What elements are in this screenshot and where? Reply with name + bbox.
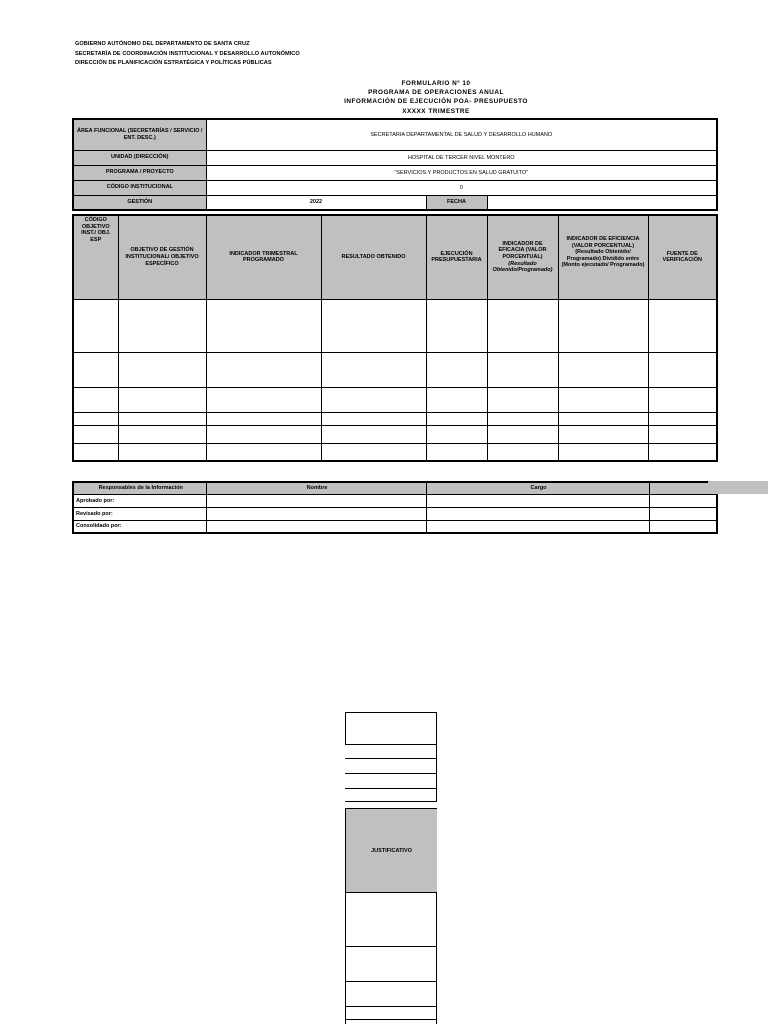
table-cell[interactable] [118,443,206,461]
header-efficacy [487,215,558,299]
code-value[interactable]: 0 [206,180,717,195]
table-cell[interactable] [558,387,648,412]
approved-by-label: Aprobado por: [73,494,206,507]
divider [345,788,437,789]
table-cell[interactable] [321,299,426,352]
table-cell[interactable] [426,299,487,352]
divider [436,712,437,745]
area-label: ÁREA FUNCIONAL (SECRETARÍAS / SERVICIO / ENT. DESC.) [73,119,206,150]
header-efficiency [558,215,648,299]
divider [345,744,437,745]
table-cell[interactable] [206,352,321,387]
table-cell[interactable] [118,412,206,425]
header-budget: EJECUCIÓN PRESUPUESTARIA [426,215,487,299]
info-table [72,118,718,211]
quarter-title: XXXXX TRIMESTRE [402,108,470,115]
table-cell[interactable] [206,299,321,352]
header-line-3: DIRECCIÓN DE PLANIFICACIÓN ESTRATÉGICA Y POLÍTICAS PÚBLICAS [75,60,272,66]
table-cell[interactable] [648,425,717,443]
gestion-label: GESTIÓN [73,195,206,210]
program-title: PROGRAMA DE OPERACIONES ANUAL [368,89,504,96]
table-cell[interactable] [118,352,206,387]
justificativo-header: JUSTIFICATIVO [346,809,437,892]
gestion-value[interactable]: 2022 [206,195,426,210]
reviewed-by-extra[interactable] [649,507,717,520]
table-cell[interactable] [206,412,321,425]
header-code: CÓDIGO OBJETIVO INST./ OBJ. ESP [73,215,118,299]
resp-header-role: Responsables de la Información [73,482,206,494]
table-cell[interactable] [73,299,118,352]
table-cell[interactable] [73,412,118,425]
side-gray-band [708,481,768,494]
table-cell[interactable] [426,387,487,412]
table-cell[interactable] [558,425,648,443]
reviewed-by-label: Revisado por: [73,507,206,520]
table-cell[interactable] [73,443,118,461]
fecha-label: FECHA [426,195,487,210]
table-cell[interactable] [558,412,648,425]
table-cell[interactable] [321,352,426,387]
header-line-1: GOBIERNO AUTÓNOMO DEL DEPARTAMENTO DE SANTA CRUZ [75,41,250,47]
divider [345,1019,437,1020]
reviewed-by-cargo[interactable] [426,507,649,520]
header-indicator: INDICADOR TRIMESTRAL PROGRAMADO [206,215,321,299]
table-cell[interactable] [487,299,558,352]
efficiency-formula: (Resultado Obtenido/ Programado) Dividido entre (Monto ejecutado/ Programado) [561,249,645,269]
table-cell[interactable] [206,425,321,443]
table-row [73,387,717,412]
approved-by-name[interactable] [206,494,426,507]
efficacy-formula: (Resultado Obtenido/Programado) [492,260,553,274]
table-cell[interactable] [558,352,648,387]
table-cell[interactable] [648,443,717,461]
program-label: PROGRAMA / PROYECTO [73,165,206,180]
header-line-2: SECRETARÍA DE COORDINACIÓN INSTITUCIONAL Y DESARROLLO AUTONÓMICO [75,51,300,57]
table-row [73,425,717,443]
divider [345,981,437,982]
approved-by-cargo[interactable] [426,494,649,507]
table-cell[interactable] [487,425,558,443]
consolidated-by-cargo[interactable] [426,520,649,533]
fecha-value[interactable] [487,195,717,210]
code-label: CÓDIGO INSTITUCIONAL [73,180,206,195]
table-row [73,352,717,387]
resp-header-blank [649,482,717,494]
consolidated-by-name[interactable] [206,520,426,533]
approved-by-extra[interactable] [649,494,717,507]
divider [345,758,437,759]
divider [345,1006,437,1007]
header-objective: OBJETIVO DE GESTIÓN INSTITUCIONAL/ OBJETIVO ESPECÍFICO [118,215,206,299]
divider [345,892,437,893]
table-row [73,299,717,352]
table-cell[interactable] [487,352,558,387]
execution-table [72,214,718,462]
divider [345,773,437,774]
table-cell[interactable] [487,412,558,425]
table-cell[interactable] [206,443,321,461]
consolidated-by-label: Consolidado por: [73,520,206,533]
header-result: RESULTADO OBTENIDO [321,215,426,299]
table-row [73,507,717,520]
table-cell[interactable] [487,387,558,412]
info-title: INFORMACIÓN DE EJECUCIÓN POA- PRESUPUESTO [344,98,528,105]
table-cell[interactable] [73,425,118,443]
program-value[interactable]: "SERVICIOS Y PRODUCTOS EN SALUD GRATUITO" [206,165,717,180]
table-cell[interactable] [648,387,717,412]
resp-header-cargo: Cargo [426,482,649,494]
table-cell[interactable] [321,443,426,461]
divider [436,744,437,802]
table-cell[interactable] [558,299,648,352]
resp-header-name: Nombre [206,482,426,494]
table-cell[interactable] [558,443,648,461]
table-cell[interactable] [426,443,487,461]
table-cell[interactable] [648,352,717,387]
table-cell[interactable] [426,425,487,443]
table-cell[interactable] [206,387,321,412]
table-cell[interactable] [426,352,487,387]
form-title: FORMULARIO Nº 10 [401,80,471,87]
unit-value[interactable]: HOSPITAL DE TERCER NIVEL MONTERO [206,150,717,165]
divider [345,801,437,802]
table-cell[interactable] [321,387,426,412]
table-cell[interactable] [118,425,206,443]
table-cell[interactable] [118,387,206,412]
table-row [73,494,717,507]
divider [345,712,346,745]
header-source: FUENTE DE VERIFICACIÓN [648,215,717,299]
table-cell[interactable] [648,412,717,425]
table-cell[interactable] [321,425,426,443]
table-cell[interactable] [321,412,426,425]
divider [345,946,437,947]
table-cell[interactable] [648,299,717,352]
consolidated-by-extra[interactable] [649,520,717,533]
table-cell[interactable] [73,352,118,387]
responsibles-table [72,481,718,534]
divider [345,712,437,713]
efficiency-title: INDICADOR DE EFICIENCIA (VALOR PORCENTUAL) [566,236,640,249]
table-row [73,443,717,461]
table-cell[interactable] [73,387,118,412]
table-cell[interactable] [487,443,558,461]
reviewed-by-name[interactable] [206,507,426,520]
area-value[interactable]: SECRETARIA DEPARTAMENTAL DE SALUD Y DESARROLLO HUMANO [206,119,717,150]
table-row [73,520,717,533]
table-cell[interactable] [118,299,206,352]
efficacy-title: INDICADOR DE EFICACIA (VALOR PORCENTUAL) [498,240,547,260]
unit-label: UNIDAD (DIRECCIÓN) [73,150,206,165]
table-row [73,412,717,425]
table-cell[interactable] [426,412,487,425]
